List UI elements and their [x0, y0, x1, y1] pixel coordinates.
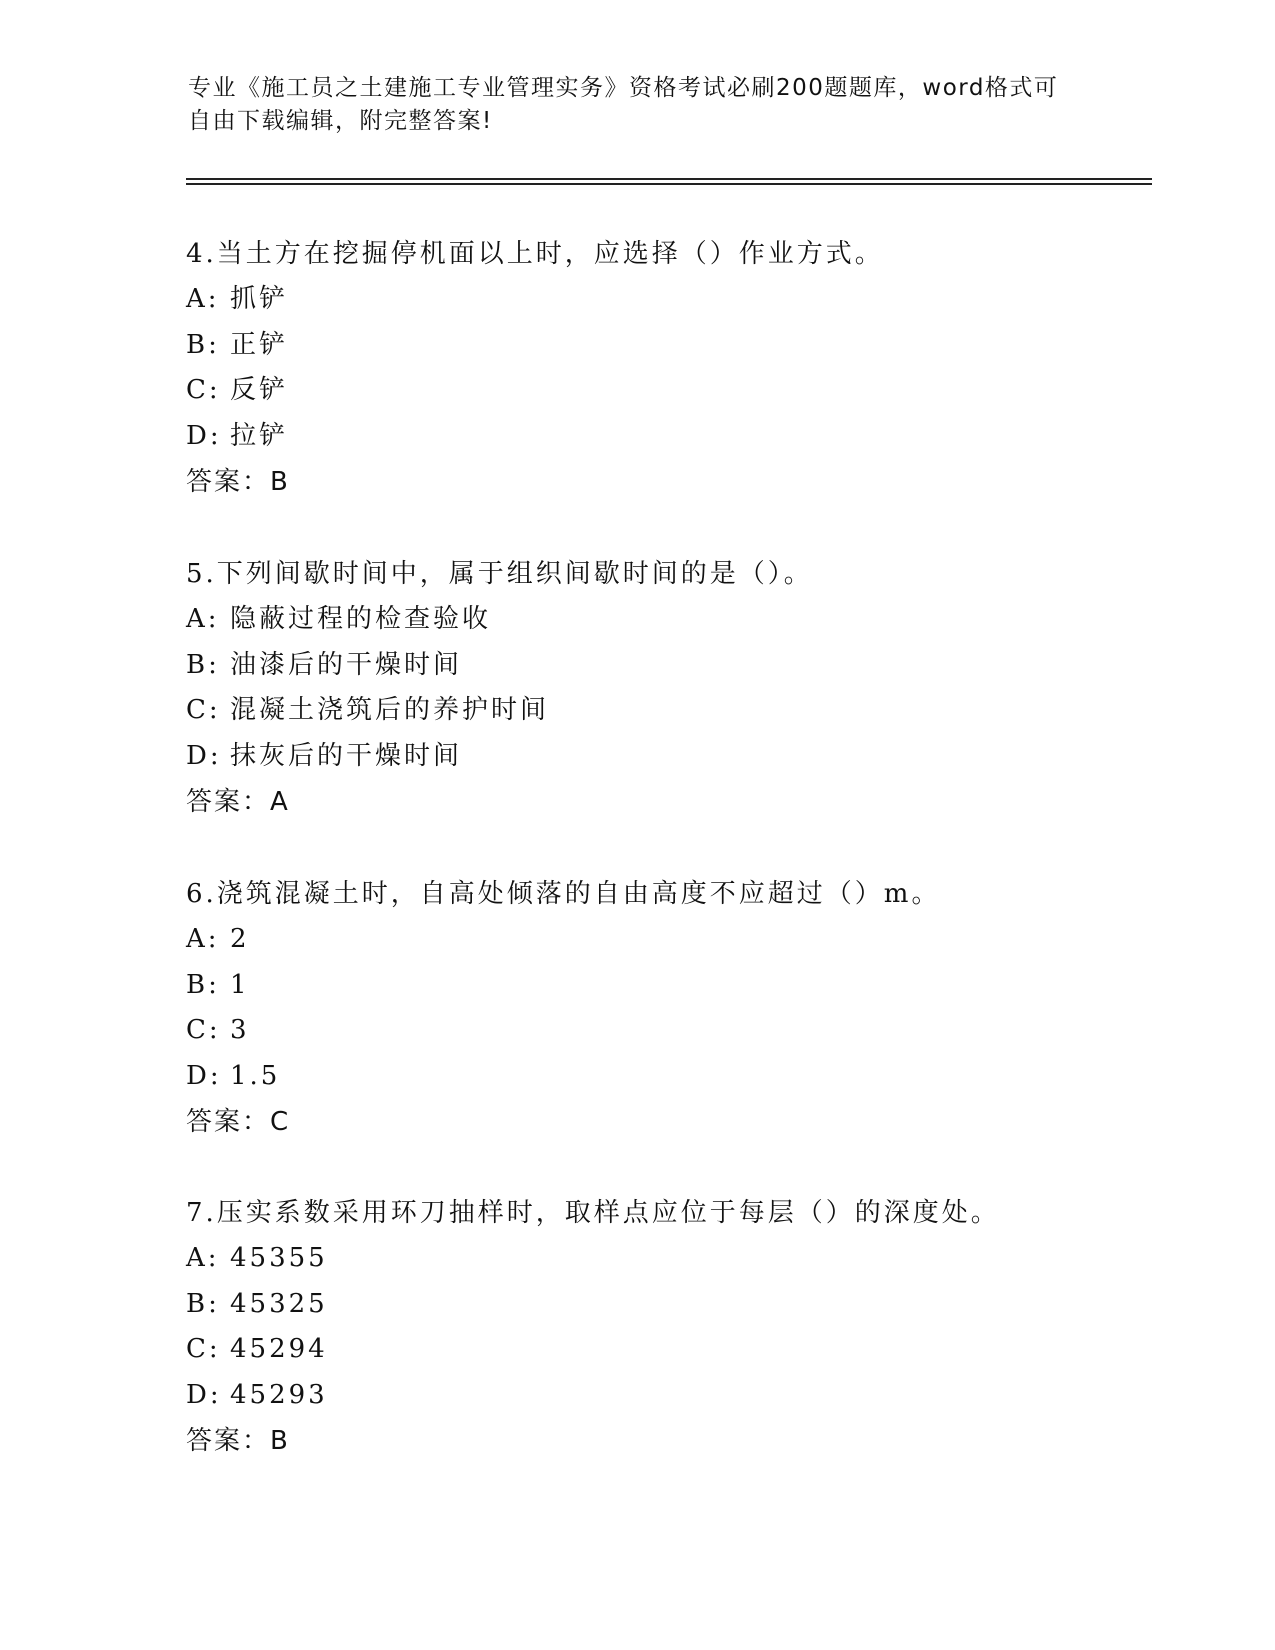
option-text: 2 — [230, 924, 250, 954]
option-text: 混凝土浇筑后的养护时间 — [230, 695, 550, 725]
answer-line: 答案：C — [186, 1107, 291, 1137]
header-line-2: 自由下载编辑，附完整答案! — [188, 108, 493, 134]
option-letter: B: — [186, 1288, 220, 1319]
option-letter: D: — [186, 740, 222, 771]
option-text: 1.5 — [230, 1060, 281, 1091]
option-letter: C: — [186, 695, 221, 725]
option-a — [186, 277, 1166, 323]
option-c — [186, 688, 1166, 734]
answer-line: 答案：B — [186, 1426, 290, 1456]
header-line-1: 专业《施工员之土建施工专业管理实务》资格考试必刷200题题库，word格式可 — [188, 75, 1059, 101]
question-stem: 6.浇筑混凝土时，自高处倾落的自由高度不应超过（）m。 — [186, 879, 941, 909]
option-text: 3 — [230, 1015, 250, 1045]
option-text: 抹灰后的干燥时间 — [230, 740, 463, 771]
option-text: 反铲 — [230, 375, 289, 405]
option-text: 油漆后的干燥时间 — [230, 649, 463, 680]
option-letter: A: — [186, 604, 220, 634]
option-letter: D: — [186, 420, 222, 451]
option-letter: C: — [186, 375, 221, 405]
option-text: 45325 — [230, 1288, 328, 1319]
document-header — [188, 72, 1088, 138]
option-b — [186, 323, 1166, 369]
option-text: 1 — [230, 969, 250, 1000]
option-letter: B: — [186, 649, 220, 680]
option-c — [186, 368, 1166, 414]
option-a — [186, 597, 1166, 643]
option-text: 正铲 — [230, 329, 289, 360]
option-letter: D: — [186, 1379, 222, 1410]
option-letter: B: — [186, 329, 220, 360]
option-text: 45293 — [230, 1379, 328, 1410]
option-b — [186, 963, 1166, 1009]
option-c — [186, 1008, 1166, 1054]
option-text: 45294 — [230, 1334, 328, 1364]
question-block-6 — [186, 871, 1166, 1145]
option-letter: A: — [186, 924, 220, 954]
option-letter: D: — [186, 1060, 222, 1091]
option-b — [186, 643, 1166, 689]
option-text: 45355 — [230, 1243, 328, 1273]
option-letter: C: — [186, 1015, 221, 1045]
option-letter: A: — [186, 1243, 220, 1273]
option-letter: C: — [186, 1334, 221, 1364]
answer-line: 答案：A — [186, 787, 290, 817]
answer-line: 答案：B — [186, 467, 290, 497]
option-text: 隐蔽过程的检查验收 — [230, 604, 492, 634]
question-stem: 4.当土方在挖掘停机面以上时，应选择（）作业方式。 — [186, 239, 884, 269]
question-stem: 5.下列间歇时间中，属于组织间歇时间的是（）。 — [186, 559, 813, 589]
question-block-7 — [186, 1190, 1166, 1464]
header-divider-top — [186, 178, 1152, 180]
option-d — [186, 414, 1166, 460]
option-b — [186, 1282, 1166, 1328]
option-a — [186, 917, 1166, 963]
option-d — [186, 1054, 1166, 1100]
option-a — [186, 1236, 1166, 1282]
question-block-5 — [186, 551, 1166, 825]
option-text: 抓铲 — [230, 284, 289, 314]
option-c — [186, 1327, 1166, 1373]
option-d — [186, 1373, 1166, 1419]
header-divider-bottom — [186, 183, 1152, 185]
option-letter: A: — [186, 284, 220, 314]
option-letter: B: — [186, 969, 220, 1000]
question-block-4 — [186, 231, 1166, 505]
question-stem: 7.压实系数采用环刀抽样时，取样点应位于每层（）的深度处。 — [186, 1198, 1000, 1228]
option-text: 拉铲 — [230, 420, 289, 451]
option-d — [186, 734, 1166, 780]
